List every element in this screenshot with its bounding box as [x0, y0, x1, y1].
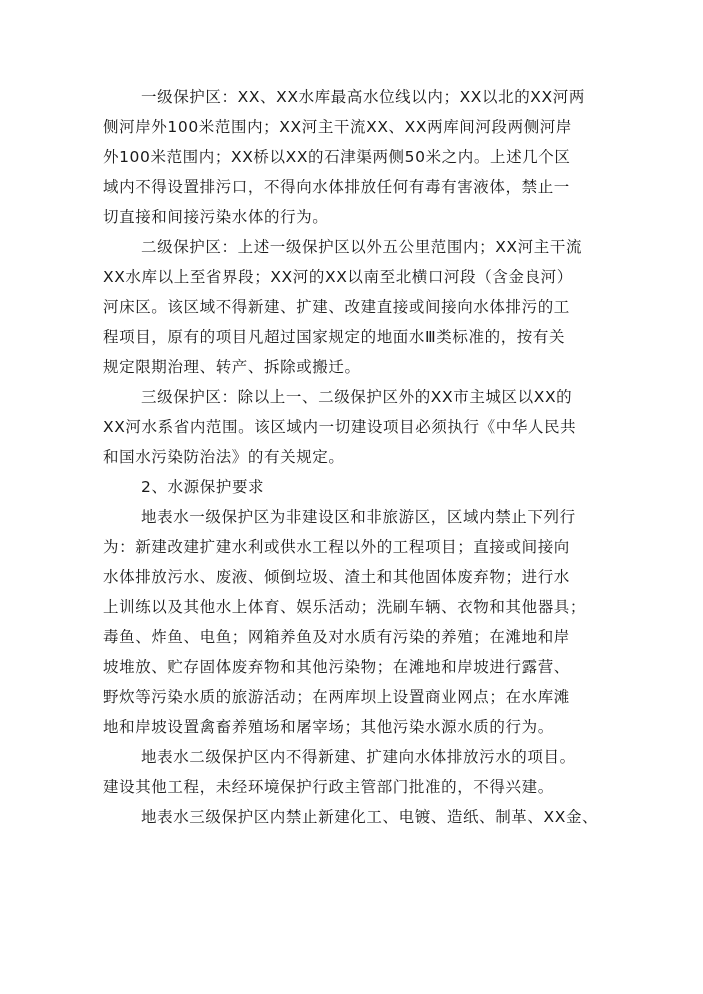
- paragraph-surface-level1-line4: 上训练以及其他水上体育、娱乐活动；洗刷车辆、衣物和其他器具；: [103, 598, 587, 616]
- paragraph-level1-line3: 外100米范围内；XX桥以XX的石津渠两侧50米之内。上述几个区: [103, 148, 571, 166]
- paragraph-level3-line1: 三级保护区：除以上一、二级保护区外的XX市主城区以XX的: [141, 388, 573, 406]
- document-body: [103, 82, 603, 832]
- paragraph-level2-line3: 河床区。该区域不得新建、扩建、改建直接或间接向水体排污的工: [103, 298, 570, 316]
- paragraph-level3-line2: XX河水系省内范围。该区域内一切建设项目必须执行《中华人民共: [103, 418, 577, 436]
- paragraph-surface-level2-line2: 建设其他工程，未经环境保护行政主管部门批准的，不得兴建。: [103, 778, 554, 796]
- paragraph-surface-level1-line3: 水体排放污水、废液、倾倒垃圾、渣土和其他固体废弃物；进行水: [103, 568, 570, 586]
- paragraph-level1-line4: 域内不得设置排污口，不得向水体排放任何有毒有害液体，禁止一: [103, 178, 570, 196]
- paragraph-surface-level1-line7: 野炊等污染水质的旅游活动；在两库坝上设置商业网点；在水库滩: [103, 688, 570, 706]
- paragraph-surface-level2-line1: 地表水二级保护区内不得新建、扩建向水体排放污水的项目。: [141, 748, 576, 766]
- paragraph-level3-line3: 和国水污染防治法》的有关规定。: [103, 448, 345, 466]
- paragraph-surface-level3-line1: 地表水三级保护区内禁止新建化工、电镀、造纸、制革、XX金、: [141, 808, 599, 826]
- paragraph-level1-line5: 切直接和间接污染水体的行为。: [103, 208, 329, 226]
- paragraph-level2-line4: 程项目，原有的项目凡超过国家规定的地面水Ⅲ类标准的，按有关: [103, 328, 566, 346]
- paragraph-level2-line2: XX水库以上至省界段；XX河的XX以南至北横口河段（含金良河）: [103, 268, 573, 286]
- paragraph-level2-line5: 规定限期治理、转产、拆除或搬迁。: [103, 358, 361, 376]
- paragraph-level1-line2: 侧河岸外100米范围内；XX河主干流XX、XX两库间河段两侧河岸: [103, 118, 572, 136]
- section-heading-water-protection: 2、水源保护要求: [141, 478, 265, 496]
- paragraph-level2-line1: 二级保护区：上述一级保护区以外五公里范围内；XX河主干流: [141, 238, 583, 256]
- paragraph-level1-line1: 一级保护区：XX、XX水库最高水位线以内；XX以北的XX河两: [141, 88, 585, 106]
- paragraph-surface-level1-line5: 毒鱼、炸鱼、电鱼；网箱养鱼及对水质有污染的养殖；在滩地和岸: [103, 628, 570, 646]
- paragraph-surface-level1-line1: 地表水一级保护区为非建设区和非旅游区，区域内禁止下列行: [141, 508, 576, 526]
- paragraph-surface-level1-line2: 为：新建改建扩建水利或供水工程以外的工程项目；直接或间接向: [103, 538, 570, 556]
- paragraph-surface-level1-line8: 地和岸坡设置禽畜养殖场和屠宰场；其他污染水源水质的行为。: [103, 718, 554, 736]
- paragraph-surface-level1-line6: 坡堆放、贮存固体废弃物和其他污染物；在滩地和岸坡进行露营、: [103, 658, 570, 676]
